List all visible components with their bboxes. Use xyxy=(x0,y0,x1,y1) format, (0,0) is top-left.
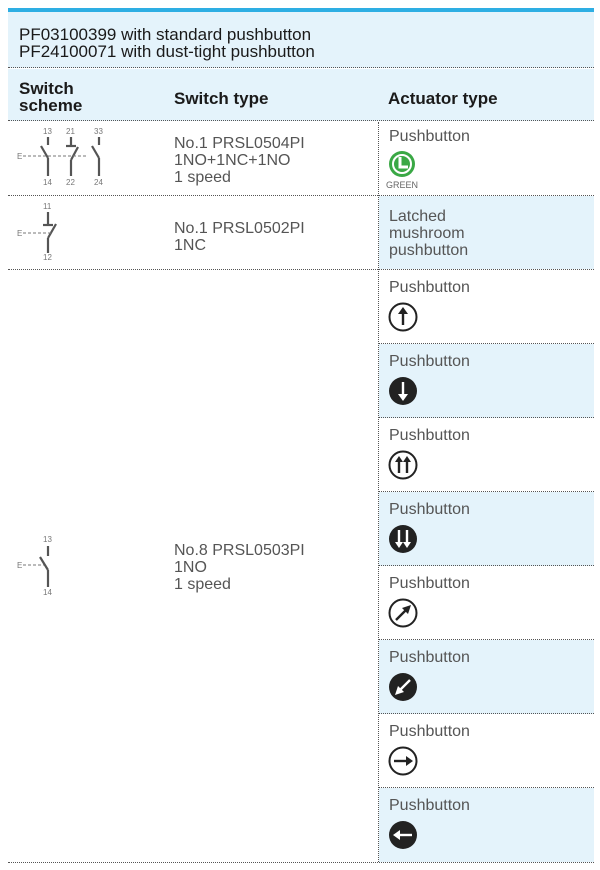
sub-divider-3 xyxy=(379,491,594,492)
column-header-scheme-line2: scheme xyxy=(19,96,83,115)
sub-divider-7 xyxy=(379,787,594,788)
sub-divider-1 xyxy=(379,343,594,344)
svg-text:21: 21 xyxy=(66,127,75,136)
switch-scheme-1no-1nc-1no-icon xyxy=(8,122,158,194)
svg-text:13: 13 xyxy=(43,127,52,136)
actuator-double-arrow-down-label: Pushbutton xyxy=(389,501,470,518)
switch-scheme-row3 xyxy=(8,530,158,602)
switch-scheme-row2 xyxy=(8,196,158,268)
actuator-arrow-up xyxy=(379,270,594,344)
svg-text:24: 24 xyxy=(94,178,103,187)
arrow-right-icon xyxy=(388,746,418,776)
column-header-actuator-type: Actuator type xyxy=(388,89,498,108)
switch-type-row2-line2: 1NC xyxy=(174,237,207,254)
switch-scheme-1no-icon xyxy=(8,530,158,602)
row-divider-2 xyxy=(8,269,594,270)
switch-type-row1-line2: 1NO+1NC+1NO xyxy=(174,152,291,169)
sub-divider-2 xyxy=(379,417,594,418)
actuator-arrow-up-right-label: Pushbutton xyxy=(389,575,470,592)
switch-scheme-row1 xyxy=(8,122,158,194)
switch-type-row2 xyxy=(174,220,305,254)
column-header-scheme-line1: Switch xyxy=(19,79,74,98)
switch-type-row2-line1: No.1 PRSL0502PI xyxy=(174,220,305,237)
green-pushbutton-icon xyxy=(388,150,416,178)
actuator-double-arrow-down xyxy=(379,492,594,566)
table-bottom-border xyxy=(8,862,594,863)
column-header-scheme xyxy=(19,80,82,114)
svg-text:14: 14 xyxy=(43,178,52,187)
actuator-row1 xyxy=(379,122,594,195)
sub-divider-6 xyxy=(379,713,594,714)
actuator-row1-caption: GREEN xyxy=(386,180,419,190)
actuator-arrow-left-label: Pushbutton xyxy=(389,797,470,814)
switch-type-row1-line1: No.1 PRSL0504PI xyxy=(174,135,305,152)
double-arrow-up-icon xyxy=(388,450,418,480)
actuator-double-arrow-up-label: Pushbutton xyxy=(389,427,470,444)
actuator-arrow-right xyxy=(379,714,594,788)
heading-line-1: PF03100399 with standard pushbutton xyxy=(19,25,312,44)
column-header-row xyxy=(8,69,594,121)
actuator-row2 xyxy=(379,196,594,269)
arrow-down-icon xyxy=(388,376,418,406)
svg-text:11: 11 xyxy=(43,202,52,211)
svg-text:33: 33 xyxy=(94,127,103,136)
svg-text:E: E xyxy=(17,152,23,161)
double-arrow-down-icon xyxy=(388,524,418,554)
arrow-up-icon xyxy=(388,302,418,332)
actuator-row2-line1: Latched xyxy=(389,208,446,225)
actuator-row2-label xyxy=(389,208,468,259)
table-heading xyxy=(8,12,594,68)
actuator-arrow-right-label: Pushbutton xyxy=(389,723,470,740)
svg-text:E: E xyxy=(17,229,23,238)
svg-text:13: 13 xyxy=(43,535,52,544)
actuator-arrow-up-label: Pushbutton xyxy=(389,279,470,296)
arrow-down-left-icon xyxy=(388,672,418,702)
actuator-arrow-down-left-label: Pushbutton xyxy=(389,649,470,666)
switch-type-row1-line3: 1 speed xyxy=(174,169,231,186)
actuator-arrow-down-label: Pushbutton xyxy=(389,353,470,370)
row-divider-1 xyxy=(8,195,594,196)
actuator-arrow-up-right xyxy=(379,566,594,640)
heading-line-2: PF24100071 with dust-tight pushbutton xyxy=(19,42,315,61)
sub-divider-5 xyxy=(379,639,594,640)
column-divider xyxy=(378,122,379,862)
switch-type-row3-line1: No.8 PRSL0503PI xyxy=(174,542,305,559)
actuator-arrow-down-left xyxy=(379,640,594,714)
actuator-arrow-left xyxy=(379,788,594,862)
switch-type-row3-line2: 1NO xyxy=(174,559,207,576)
actuator-row2-line3: pushbutton xyxy=(389,242,469,259)
svg-text:14: 14 xyxy=(43,588,52,597)
switch-type-row3-line3: 1 speed xyxy=(174,576,231,593)
switch-scheme-1nc-icon xyxy=(8,196,158,268)
switch-type-row1 xyxy=(174,135,305,186)
actuator-double-arrow-up xyxy=(379,418,594,492)
svg-text:22: 22 xyxy=(66,178,75,187)
actuator-row1-label: Pushbutton xyxy=(389,128,470,145)
svg-text:E: E xyxy=(17,561,23,570)
sub-divider-4 xyxy=(379,565,594,566)
arrow-up-right-icon xyxy=(388,598,418,628)
svg-text:12: 12 xyxy=(43,253,52,262)
actuator-arrow-down xyxy=(379,344,594,418)
column-header-switch-type: Switch type xyxy=(174,89,269,108)
arrow-left-icon xyxy=(388,820,418,850)
actuator-row2-line2: mushroom xyxy=(389,225,465,242)
switch-type-row3 xyxy=(174,542,305,593)
